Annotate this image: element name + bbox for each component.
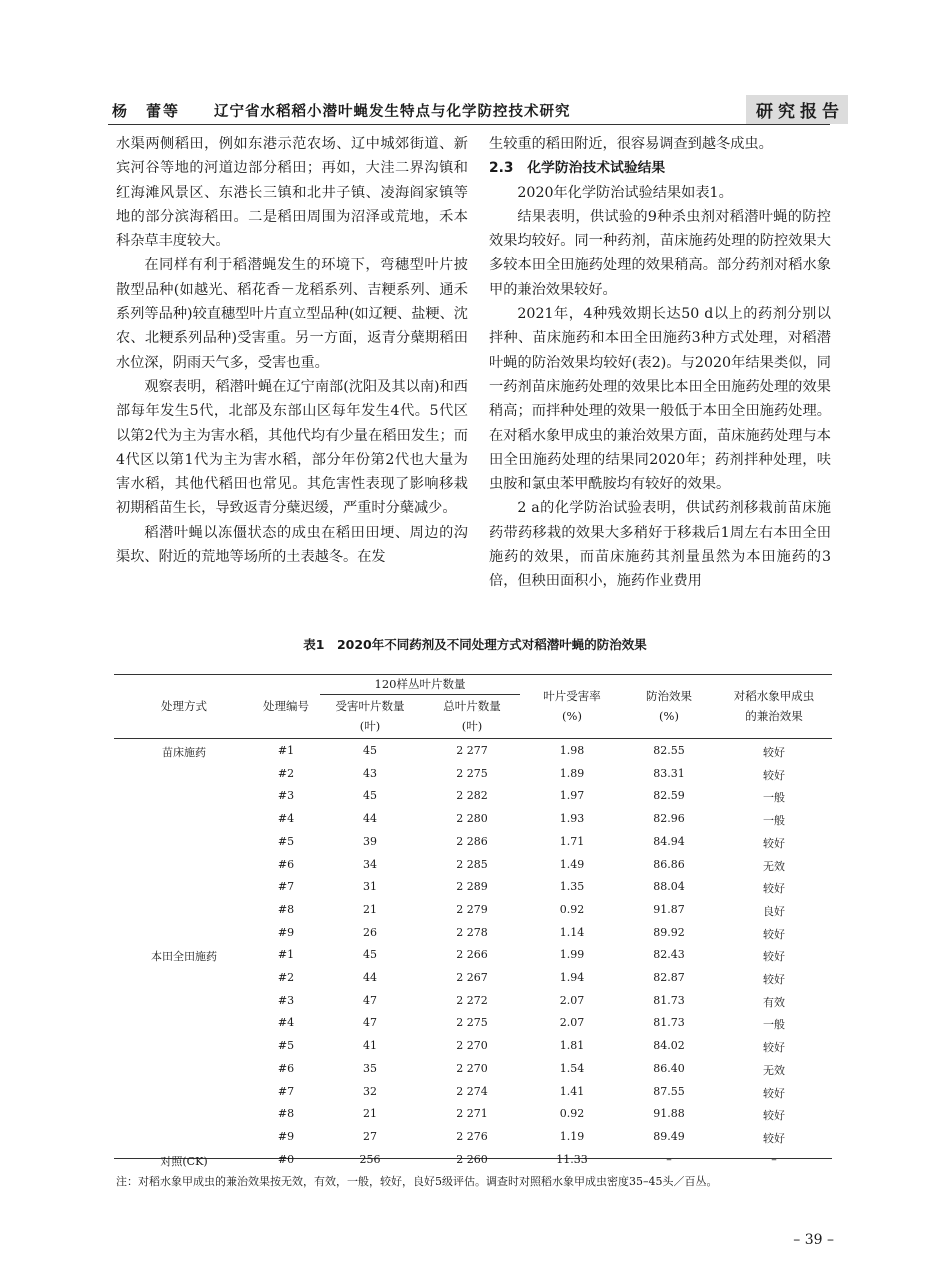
cell-rate: 2.07 bbox=[559, 1016, 585, 1030]
cell-rate: 1.54 bbox=[559, 1061, 585, 1075]
cell-weevil: 良好 bbox=[763, 904, 785, 918]
cell-total: 2 275 bbox=[456, 1016, 488, 1030]
cell-damaged: 31 bbox=[363, 880, 377, 894]
table-row bbox=[114, 1150, 832, 1173]
col-header-rate: 叶片受害率 bbox=[543, 689, 601, 703]
cell-id: #8 bbox=[277, 902, 295, 916]
cell-id: #8 bbox=[277, 1107, 295, 1121]
table-row bbox=[114, 945, 832, 968]
cell-id: #3 bbox=[277, 789, 295, 803]
cell-weevil: 较好 bbox=[763, 1086, 785, 1100]
cell-rate: 1.19 bbox=[559, 1129, 585, 1143]
col-header-weevil-2: 的兼治效果 bbox=[745, 709, 803, 723]
col-header-effect-unit: (%) bbox=[659, 709, 679, 723]
cell-effect: 82.96 bbox=[653, 812, 685, 826]
cell-damaged: 256 bbox=[359, 1152, 381, 1166]
cell-damaged: 34 bbox=[363, 857, 377, 871]
cell-total: 2 260 bbox=[456, 1152, 488, 1166]
cell-total: 2 285 bbox=[456, 857, 488, 871]
table-row bbox=[114, 923, 832, 946]
table-row bbox=[114, 900, 832, 923]
cell-id: #7 bbox=[277, 1084, 295, 1098]
cell-id: #3 bbox=[277, 993, 295, 1007]
table-row bbox=[114, 1036, 832, 1059]
cell-total: 2 279 bbox=[456, 902, 488, 916]
cell-total: 2 267 bbox=[456, 971, 488, 984]
cell-damaged: 21 bbox=[363, 1107, 377, 1121]
cell-total: 2 266 bbox=[456, 948, 488, 962]
cell-effect: 84.94 bbox=[653, 834, 685, 848]
cell-id: #4 bbox=[277, 1016, 295, 1030]
cell-id: #5 bbox=[277, 1039, 295, 1053]
cell-total: 2 271 bbox=[456, 1107, 488, 1121]
cell-weevil: 一般 bbox=[763, 791, 785, 805]
cell-damaged: 26 bbox=[363, 925, 377, 939]
table-row bbox=[114, 1013, 832, 1036]
section-heading: 2.3 化学防治技术试验结果 bbox=[489, 160, 666, 177]
cell-effect: 89.92 bbox=[653, 925, 685, 939]
cell-effect: 87.55 bbox=[653, 1084, 685, 1098]
cell-id: #2 bbox=[277, 766, 295, 780]
table-row bbox=[114, 1082, 832, 1105]
cell-weevil: 较好 bbox=[763, 950, 785, 964]
cell-total: 2 272 bbox=[456, 993, 488, 1007]
cell-effect: – bbox=[666, 1152, 672, 1166]
col-header-id: 处理编号 bbox=[263, 699, 309, 713]
cell-weevil: 较好 bbox=[763, 768, 785, 782]
cell-damaged: 41 bbox=[363, 1039, 377, 1053]
paragraph: 结果表明，供试验的9种杀虫剂对稻潜叶蝇的防控效果均较好。同一种药剂，苗床施药处理的防控效果大多较本田全田施药处理的效果稍高。部分药剂对稻水象甲的兼治效果较好。 bbox=[489, 208, 831, 298]
running-header bbox=[108, 98, 848, 124]
cell-total: 2 280 bbox=[456, 812, 488, 826]
cell-damaged: 35 bbox=[363, 1061, 377, 1075]
cell-damaged: 39 bbox=[363, 834, 377, 848]
cell-total: 2 278 bbox=[456, 925, 488, 939]
cell-rate: 1.93 bbox=[559, 812, 585, 826]
col-header-total-unit: (叶) bbox=[461, 719, 483, 733]
cell-weevil: 较好 bbox=[763, 973, 785, 986]
cell-effect: 88.04 bbox=[653, 880, 685, 894]
table-row bbox=[114, 1104, 832, 1127]
paragraph: 2020年化学防治试验结果如表1。 bbox=[517, 184, 733, 201]
table-row bbox=[114, 786, 832, 809]
cell-rate: 1.71 bbox=[559, 834, 585, 848]
cell-weevil: 一般 bbox=[763, 814, 785, 828]
cell-total: 2 275 bbox=[456, 766, 488, 780]
col-header-damaged-unit: (叶) bbox=[359, 719, 381, 733]
cell-id: #7 bbox=[277, 880, 295, 894]
header-bottom-rule bbox=[114, 738, 832, 739]
cell-weevil: 较好 bbox=[763, 927, 785, 941]
cell-effect: 83.31 bbox=[653, 766, 685, 780]
paragraph: 稻潜叶蝇以冻僵状态的成虫在稻田田埂、周边的沟渠坎、附近的荒地等场所的土表越冬。在发 bbox=[116, 524, 468, 566]
cell-damaged: 45 bbox=[363, 744, 377, 757]
col-header-effect: 防治效果 bbox=[646, 689, 692, 703]
cell-weevil: 一般 bbox=[763, 1018, 785, 1032]
cell-effect: 82.55 bbox=[653, 744, 685, 757]
cell-weevil: 无效 bbox=[763, 1063, 785, 1077]
cell-rate: 1.99 bbox=[559, 948, 585, 962]
cell-total: 2 276 bbox=[456, 1129, 488, 1143]
cell-damaged: 27 bbox=[363, 1129, 377, 1143]
cell-damaged: 43 bbox=[363, 766, 377, 780]
cell-method: 对照(CK) bbox=[160, 1154, 208, 1168]
cell-rate: 1.35 bbox=[559, 880, 585, 894]
cell-damaged: 45 bbox=[363, 948, 377, 962]
table-footnote: 注：对稻水象甲成虫的兼治效果按无效，有效，一般，较好，良好5级评估。调查时对照稻水象甲成虫密度35–45头／百丛。 bbox=[116, 1175, 718, 1188]
cell-rate: 0.92 bbox=[559, 1107, 585, 1121]
cell-damaged: 47 bbox=[363, 993, 377, 1007]
cell-total: 2 270 bbox=[456, 1039, 488, 1053]
cell-id: #9 bbox=[277, 1129, 295, 1143]
table-row bbox=[114, 877, 832, 900]
cell-effect: 86.86 bbox=[653, 857, 685, 871]
cell-damaged: 44 bbox=[363, 971, 377, 984]
cell-id: #9 bbox=[277, 925, 295, 939]
paragraph: 2021年，4种残效期长达50 d以上的药剂分别以拌种、苗床施药和本田全田施药3种方式处理，对稻潜叶蝇的防治效果均较好(表2)。与2020年结果类似，同一药剂苗床施药处理的效果比本田全田施药处理的效果稍高；而拌种处理的效果一般低于本田全田施药处理。在对稻水象甲成虫的兼治效果方面，苗床施药处理与本田全田施药处理的结果同2020年；药剂拌种处理，呋虫胺和氯虫苯甲酰胺均有较好的效果。 bbox=[489, 306, 831, 493]
cell-effect: 82.87 bbox=[653, 971, 685, 984]
cell-damaged: 45 bbox=[363, 789, 377, 803]
cell-rate: 2.07 bbox=[559, 993, 585, 1007]
cell-effect: 91.88 bbox=[653, 1107, 685, 1121]
table-row bbox=[114, 741, 832, 764]
cell-weevil: 较好 bbox=[763, 1041, 785, 1055]
section-label: 研究报告 bbox=[746, 95, 848, 124]
cell-rate: 11.33 bbox=[556, 1152, 588, 1166]
cell-id: #6 bbox=[277, 857, 295, 871]
cell-damaged: 32 bbox=[363, 1084, 377, 1098]
table-row bbox=[114, 1127, 832, 1150]
paragraph: 2 a的化学防治试验表明，供试药剂移栽前苗床施药带药移栽的效果大多稍好于移栽后1周左右本田全田施药的效果，而苗床施药其剂量虽然为本田施药的3倍，但秧田面积小，施药作业费用 bbox=[489, 500, 831, 590]
cell-rate: 1.81 bbox=[559, 1039, 585, 1053]
cell-damaged: 21 bbox=[363, 902, 377, 916]
cell-rate: 1.41 bbox=[559, 1084, 585, 1098]
table-row bbox=[114, 764, 832, 787]
table-row bbox=[114, 968, 832, 991]
cell-weevil: 较好 bbox=[763, 836, 785, 850]
cell-rate: 1.14 bbox=[559, 925, 585, 939]
cell-effect: 81.73 bbox=[653, 1016, 685, 1030]
cell-id: #4 bbox=[277, 812, 295, 826]
cell-effect: 84.02 bbox=[653, 1039, 685, 1053]
cell-id: #2 bbox=[277, 971, 295, 984]
cell-damaged: 44 bbox=[363, 812, 377, 826]
col-header-total: 总叶片数量 bbox=[443, 699, 501, 713]
cell-total: 2 270 bbox=[456, 1061, 488, 1075]
cell-weevil: – bbox=[771, 1152, 777, 1166]
cell-effect: 82.43 bbox=[653, 948, 685, 962]
cell-weevil: 较好 bbox=[763, 882, 785, 896]
cell-method: 苗床施药 bbox=[162, 746, 206, 759]
table-row bbox=[114, 809, 832, 832]
col-header-weevil: 对稻水象甲成虫 bbox=[733, 689, 815, 703]
table-row bbox=[114, 1059, 832, 1082]
cell-id: #0 bbox=[277, 1152, 295, 1166]
cell-effect: 81.73 bbox=[653, 993, 685, 1007]
group-header-rule bbox=[320, 694, 520, 695]
cell-id: #1 bbox=[277, 948, 295, 962]
cell-rate: 1.49 bbox=[559, 857, 585, 871]
cell-total: 2 289 bbox=[456, 880, 488, 894]
cell-id: #1 bbox=[277, 744, 295, 757]
cell-weevil: 较好 bbox=[763, 1131, 785, 1145]
paragraph: 观察表明，稻潜叶蝇在辽宁南部(沈阳及其以南)和西部每年发生5代，北部及东部山区每年发生4代。5代区以第2代为主为害水稻，其他代均有少量在稻田发生；而4代区以第1代为主为害水稻，部分年份第2代也大量为害水稻，其他代稻田也常见。其危害性表现了影响移栽初期稻苗生长，导致返青分蘖迟缓，严重时分蘖减少。 bbox=[116, 378, 468, 517]
paragraph: 在同样有利于稻潜蝇发生的环境下，弯穗型叶片披散型品种(如越光、稻花香－龙稻系列、吉粳系列、通禾系列等品种)较直穗型叶片直立型品种(如辽粳、盐粳、沈农、北粳系列品种)受害重。另一方面，返青分蘖期稻田水位深，阴雨天气多，受害也重。 bbox=[116, 257, 468, 371]
cell-effect: 89.49 bbox=[653, 1129, 685, 1143]
cell-total: 2 277 bbox=[456, 744, 488, 757]
cell-method: 本田全田施药 bbox=[151, 950, 217, 964]
cell-rate: 0.92 bbox=[559, 902, 585, 916]
cell-total: 2 286 bbox=[456, 834, 488, 848]
table-caption: 表1 2020年不同药剂及不同处理方式对稻潜叶蝇的防治效果 bbox=[303, 637, 647, 652]
cell-weevil: 较好 bbox=[763, 1109, 785, 1123]
paragraph: 生较重的稻田附近，很容易调查到越冬成虫。 bbox=[489, 136, 773, 152]
cell-total: 2 274 bbox=[456, 1084, 488, 1098]
table-row bbox=[114, 832, 832, 855]
cell-id: #5 bbox=[277, 834, 295, 848]
cell-weevil: 有效 bbox=[763, 995, 785, 1009]
col-header-method: 处理方式 bbox=[161, 699, 207, 713]
right-column bbox=[489, 132, 831, 594]
cell-effect: 86.40 bbox=[653, 1061, 685, 1075]
col-header-damaged: 受害叶片数量 bbox=[335, 699, 405, 713]
cell-effect: 91.87 bbox=[653, 902, 685, 916]
left-column bbox=[116, 132, 468, 569]
cell-weevil: 无效 bbox=[763, 859, 785, 873]
table-row bbox=[114, 855, 832, 878]
cell-rate: 1.89 bbox=[559, 766, 585, 780]
page-number: – 39 – bbox=[793, 1232, 834, 1248]
cell-rate: 1.94 bbox=[559, 971, 585, 984]
cell-effect: 82.59 bbox=[653, 789, 685, 803]
cell-weevil: 较好 bbox=[763, 746, 785, 759]
col-header-rate-unit: (%) bbox=[562, 709, 582, 723]
paragraph: 水渠两侧稻田，例如东港示范农场、辽中城郊街道、新宾河谷等地的河道边部分稻田；再如，大洼二界沟镇和红海滩风景区、东港长三镇和北井子镇、凌海阎家镇等地的部分滨海稻田。二是稻田周围为沼泽或荒地，禾本科杂草丰度较大。 bbox=[116, 136, 468, 250]
header-authors: 杨 蕾等 bbox=[112, 102, 181, 120]
cell-id: #6 bbox=[277, 1061, 295, 1075]
header-title: 辽宁省水稻稻小潜叶蝇发生特点与化学防控技术研究 bbox=[214, 104, 571, 120]
col-group-header: 120样丛叶片数量 bbox=[374, 677, 466, 691]
cell-total: 2 282 bbox=[456, 789, 488, 803]
cell-damaged: 47 bbox=[363, 1016, 377, 1030]
header-rule bbox=[108, 124, 830, 125]
table-row bbox=[114, 991, 832, 1014]
cell-rate: 1.98 bbox=[559, 744, 585, 757]
cell-rate: 1.97 bbox=[559, 789, 585, 803]
